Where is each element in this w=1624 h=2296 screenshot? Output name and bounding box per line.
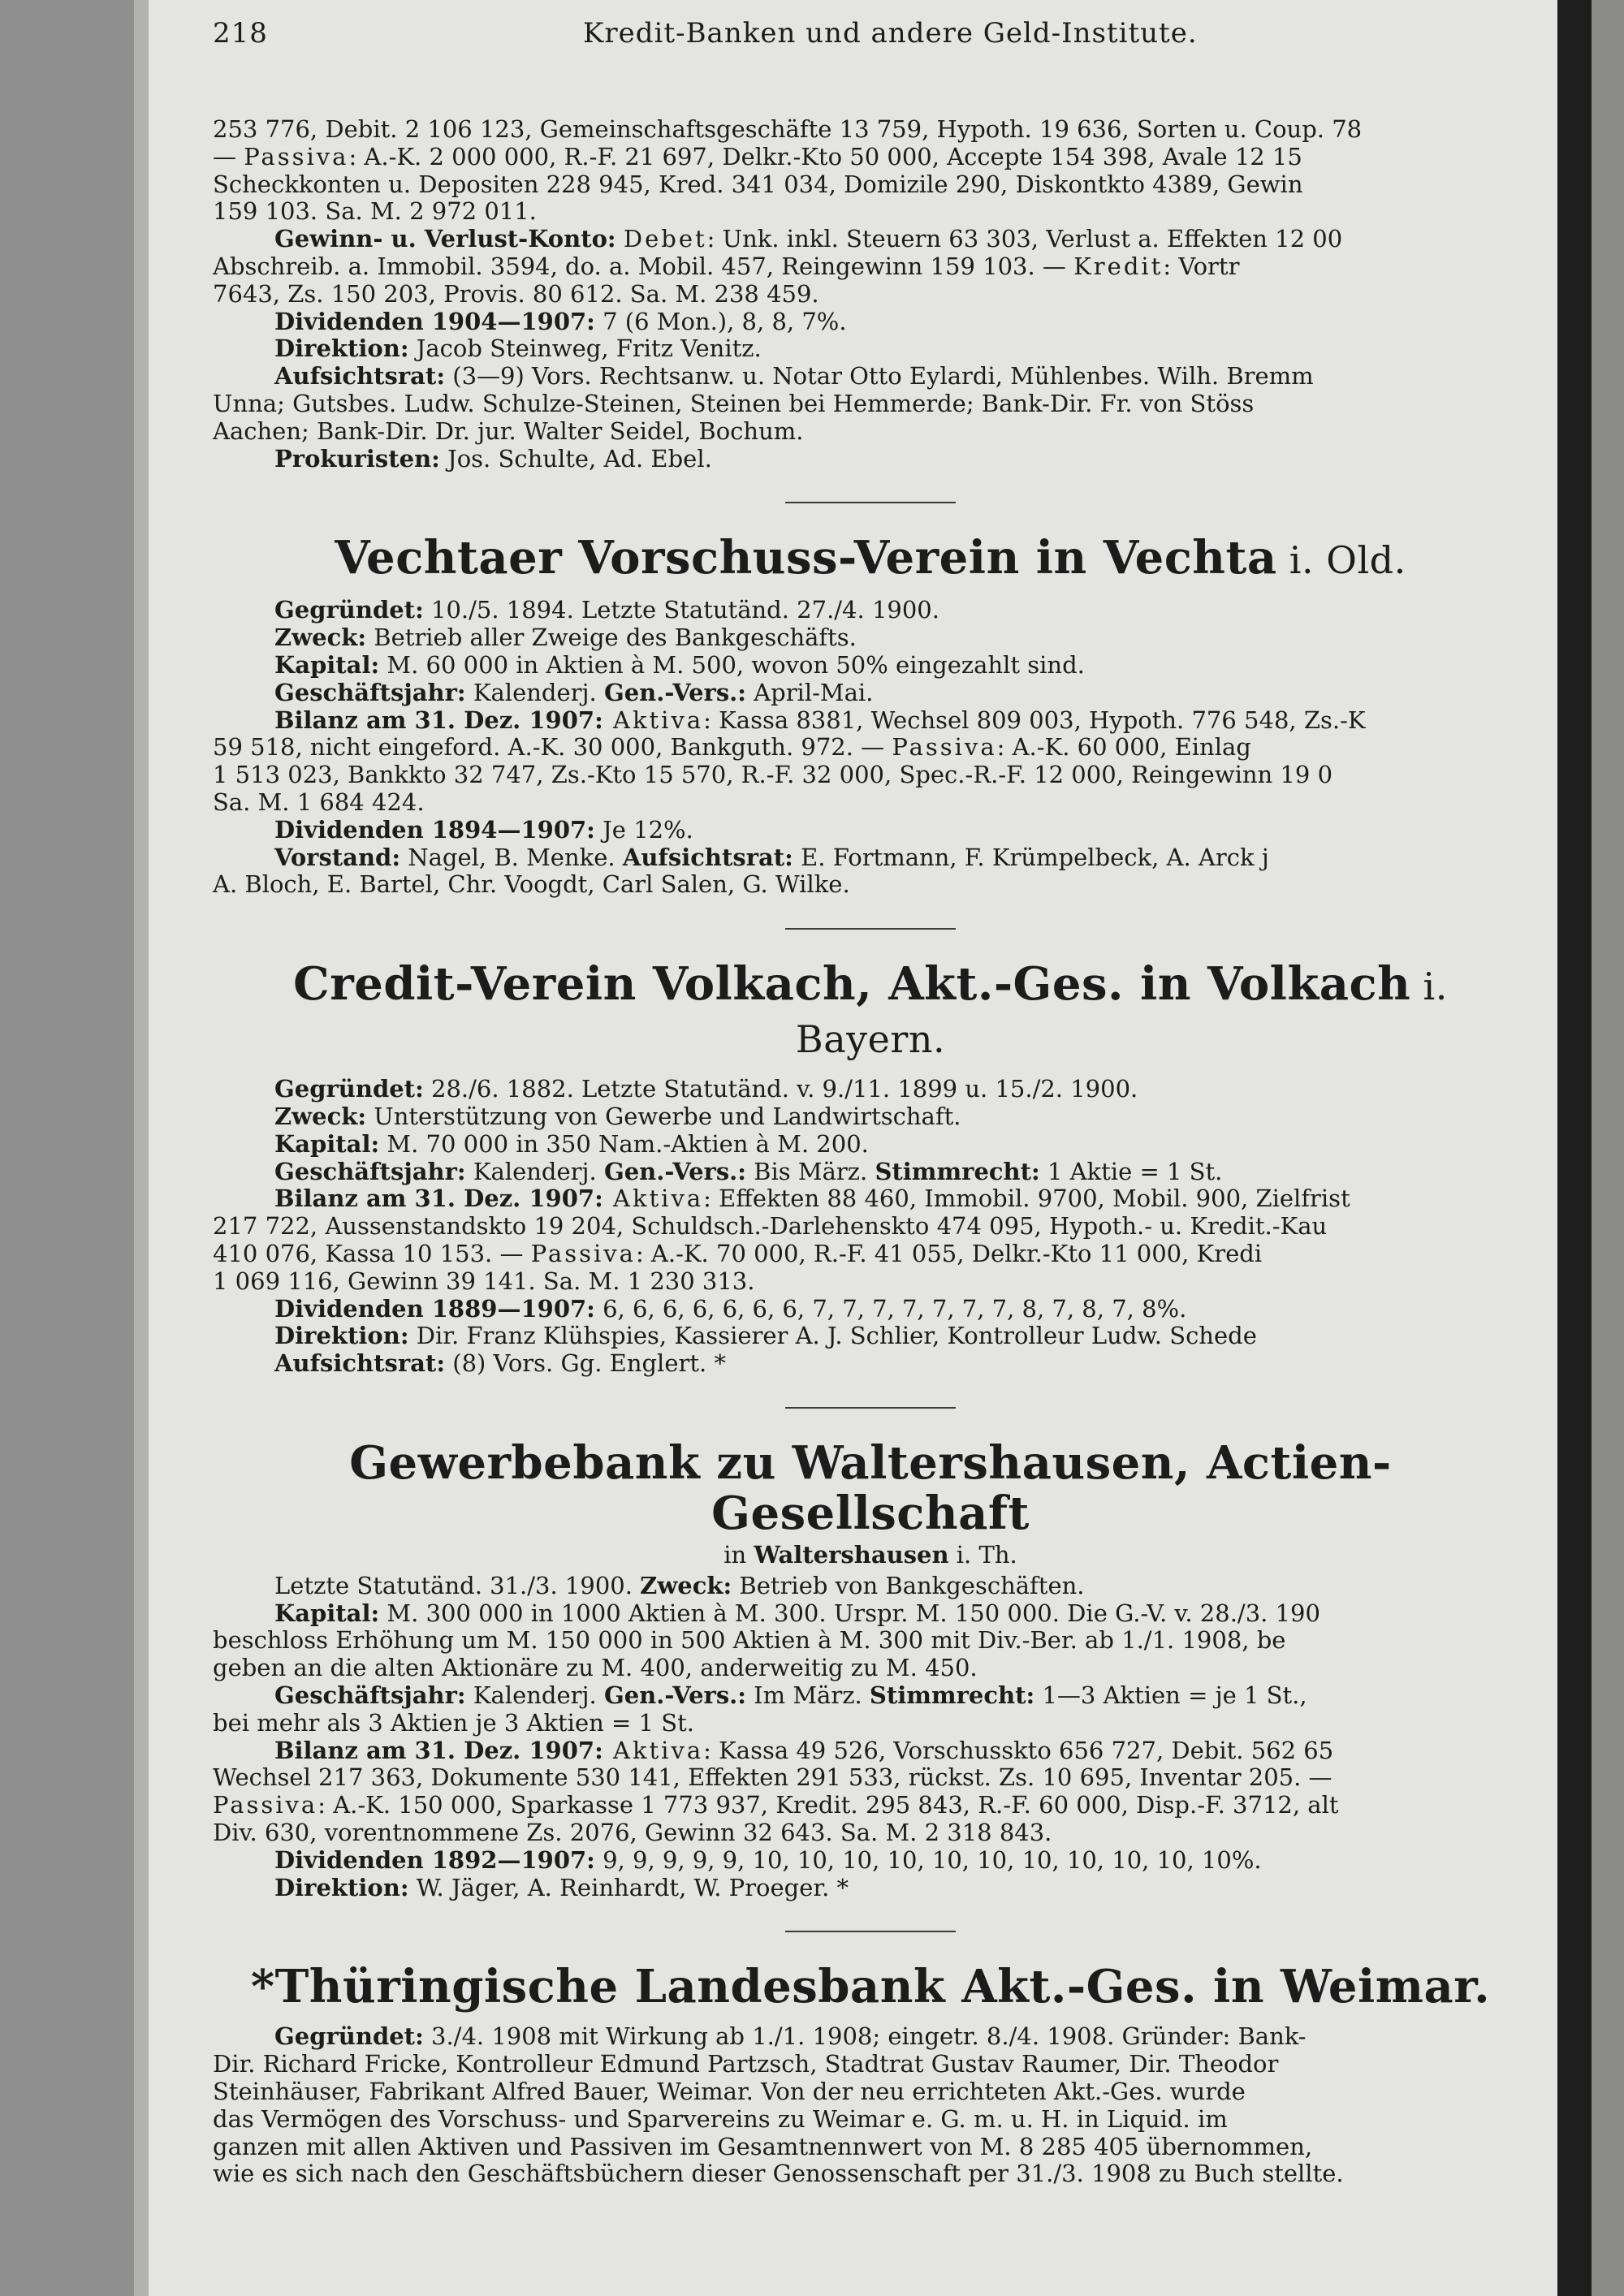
right-binding-bar bbox=[1557, 0, 1592, 2296]
text-line: geben an die alten Aktionäre zu M. 400, anderweitig zu M. 450. bbox=[213, 1654, 978, 1682]
text-line: das Vermögen des Vorschuss- und Sparvereins zu Weimar e. G. m. u. H. in Liquid. im bbox=[213, 2104, 1228, 2133]
entry-continuation bbox=[213, 116, 1528, 473]
text-line: Kapital: M. 300 000 in 1000 Aktien à M. 300. Urspr. M. 150 000. Die G.-V. v. 28./3. 190 bbox=[274, 1599, 1320, 1627]
section-separator bbox=[785, 502, 956, 503]
text-line: Zweck: Betrieb aller Zweige des Bankgeschäfts. bbox=[274, 624, 857, 652]
text-line: Geschäftsjahr: Kalenderj. Gen.-Vers.: April-Mai. bbox=[274, 678, 874, 706]
entry-waltershausen bbox=[213, 1435, 1528, 1902]
text-line: Prokuristen: Jos. Schulte, Ad. Ebel. bbox=[274, 444, 712, 473]
right-page-edge bbox=[1592, 0, 1624, 2296]
text-line: 410 076, Kassa 10 153. — Passiva: A.-K. 70 000, R.-F. 41 055, Delkr.-Kto 11 000, Kredi bbox=[213, 1239, 1263, 1267]
text-line: beschloss Erhöhung um M. 150 000 in 500 Aktien à M. 300 mit Div.-Ber. ab 1./1. 1908, be bbox=[213, 1626, 1286, 1655]
text-line: Aufsichtsrat: (8) Vors. Gg. Englert. * bbox=[274, 1349, 726, 1378]
text-line: Gewinn- u. Verlust-Konto: Debet: Unk. inkl. Steuern 63 303, Verlust a. Effekten 12 00 bbox=[274, 225, 1343, 253]
text-column bbox=[213, 17, 1528, 2188]
entry-title: Credit-Verein Volkach, Akt.-Ges. in Volkach i. Bayern. bbox=[293, 957, 1448, 1062]
text-line: Steinhäuser, Fabrikant Alfred Bauer, Weimar. Von der neu errichteten Akt.-Ges. wurde bbox=[213, 2078, 1246, 2106]
entry-title: Vechtaer Vorschuss-Verein in Vechta i. Old. bbox=[335, 531, 1406, 585]
text-line: Dividenden 1889—1907: 6, 6, 6, 6, 6, 6, 6, 7, 7, 7, 7, 7, 7, 7, 8, 7, 8, 7, 8%. bbox=[274, 1294, 1187, 1323]
text-line: Kapital: M. 70 000 in 350 Nam.-Aktien à M. 200. bbox=[274, 1129, 869, 1158]
text-line: Passiva: A.-K. 150 000, Sparkasse 1 773 937, Kredit. 295 843, R.-F. 60 000, Disp.-F. 3712, alt bbox=[213, 1791, 1339, 1819]
text-line: Bilanz am 31. Dez. 1907: Aktiva: Kassa 49 526, Vorschusskto 656 727, Debit. 562 65 bbox=[274, 1736, 1334, 1764]
text-line: 159 103. Sa. M. 2 972 011. bbox=[213, 197, 537, 226]
text-line: Geschäftsjahr: Kalenderj. Gen.-Vers.: Bis März. Stimmrecht: 1 Aktie = 1 St. bbox=[274, 1157, 1223, 1185]
text-line: Aufsichtsrat: (3—9) Vors. Rechtsanw. u. Notar Otto Eylardi, Mühlenbes. Wilh. Bremm bbox=[274, 362, 1314, 391]
text-line: Geschäftsjahr: Kalenderj. Gen.-Vers.: Im März. Stimmrecht: 1—3 Aktien = je 1 St., bbox=[274, 1681, 1307, 1710]
page-header bbox=[213, 17, 1528, 66]
text-line: Unna; Gutsbes. Ludw. Schulze-Steinen, Steinen bei Hemmerde; Bank-Dir. Fr. von Stöss bbox=[213, 389, 1255, 417]
section-separator bbox=[785, 928, 956, 930]
text-line: Gegründet: 3./4. 1908 mit Wirkung ab 1./1. 1908; eingetr. 8./4. 1908. Gründer: Bank- bbox=[274, 2022, 1307, 2051]
text-line: Sa. M. 1 684 424. bbox=[213, 788, 425, 816]
text-line: 253 776, Debit. 2 106 123, Gemeinschaftsgeschäfte 13 759, Hypoth. 19 636, Sorten u. Coup. 78 bbox=[213, 115, 1363, 143]
entry-weimar bbox=[213, 1962, 1528, 2188]
text-line: Vorstand: Nagel, B. Menke. Aufsichtsrat: E. Fortmann, F. Krümpelbeck, A. Arck j bbox=[274, 843, 1269, 871]
text-line: Gegründet: 10./5. 1894. Letzte Statutänd. 27./4. 1900. bbox=[274, 596, 939, 624]
entry-vechta bbox=[213, 533, 1528, 899]
text-line: Kapital: M. 60 000 in Aktien à M. 500, wovon 50% eingezahlt sind. bbox=[274, 650, 1085, 679]
entry-volkach bbox=[213, 959, 1528, 1378]
text-line: 59 518, nicht eingeford. A.-K. 30 000, Bankguth. 972. — Passiva: A.-K. 60 000, Einlag bbox=[213, 733, 1251, 762]
text-line: Direktion: W. Jäger, A. Reinhardt, W. Proeger. * bbox=[274, 1873, 849, 1901]
text-line: 1 513 023, Bankkto 32 747, Zs.-Kto 15 570, R.-F. 32 000, Spec.-R.-F. 12 000, Reingewinn 19 0 bbox=[213, 761, 1333, 789]
text-line: Aachen; Bank-Dir. Dr. jur. Walter Seidel, Bochum. bbox=[213, 416, 804, 445]
text-line: Dir. Richard Fricke, Kontrolleur Edmund Partzsch, Stadtrat Gustav Raumer, Dir. Theodor bbox=[213, 2050, 1279, 2078]
section-separator bbox=[785, 1407, 956, 1409]
text-line: ganzen mit allen Aktiven und Passiven im Gesamtnennwert von M. 8 285 405 übernommen, bbox=[213, 2132, 1313, 2160]
text-line: 1 069 116, Gewinn 39 141. Sa. M. 1 230 313. bbox=[213, 1267, 755, 1295]
section-separator bbox=[785, 1931, 956, 1932]
text-line: Bilanz am 31. Dez. 1907: Aktiva: Effekten 88 460, Immobil. 9700, Mobil. 900, Zielfrist bbox=[274, 1185, 1350, 1213]
text-line: Dividenden 1904—1907: 7 (6 Mon.), 8, 8, 7%. bbox=[274, 307, 847, 335]
running-title: Kredit-Banken und andere Geld-Institute. bbox=[583, 17, 1198, 50]
text-line: Div. 630, vorentnommene Zs. 2076, Gewinn 32 643. Sa. M. 2 318 843. bbox=[213, 1819, 1052, 1847]
text-line: wie es sich nach den Geschäftsbüchern dieser Genossenschaft per 31./3. 1908 zu Buch stellte. bbox=[213, 2160, 1344, 2188]
text-line: bei mehr als 3 Aktien je 3 Aktien = 1 St. bbox=[213, 1708, 694, 1737]
page-number: 218 bbox=[213, 17, 268, 50]
text-line: A. Bloch, E. Bartel, Chr. Voogdt, Carl Salen, G. Wilke. bbox=[213, 870, 850, 899]
left-binding-shadow bbox=[0, 0, 134, 2296]
text-line: — Passiva: A.-K. 2 000 000, R.-F. 21 697, Delkr.-Kto 50 000, Accepte 154 398, Avale 12 15 bbox=[213, 142, 1302, 170]
text-line: Bilanz am 31. Dez. 1907: Aktiva: Kassa 8381, Wechsel 809 003, Hypoth. 776 548, Zs.-K bbox=[274, 706, 1366, 734]
entry-subtitle: in Waltershausen i. Th. bbox=[723, 1540, 1017, 1569]
text-line: Direktion: Dir. Franz Klühspies, Kassierer A. J. Schlier, Kontrolleur Ludw. Schede bbox=[274, 1322, 1257, 1350]
text-line: Direktion: Jacob Steinweg, Fritz Venitz. bbox=[274, 334, 762, 363]
text-line: Wechsel 217 363, Dokumente 530 141, Effekten 291 533, rückst. Zs. 10 695, Inventar 205. — bbox=[213, 1763, 1332, 1792]
text-line: 7643, Zs. 150 203, Provis. 80 612. Sa. M. 238 459. bbox=[213, 279, 819, 308]
text-line: Abschreib. a. Immobil. 3594, do. a. Mobil. 457, Reingewinn 159 103. — Kredit: Vortr bbox=[213, 252, 1240, 280]
text-line: Zweck: Unterstützung von Gewerbe und Landwirtschaft. bbox=[274, 1102, 961, 1130]
text-line: Letzte Statutänd. 31./3. 1900. Zweck: Betrieb von Bankgeschäften. bbox=[274, 1571, 1085, 1599]
text-line: 217 722, Aussenstandskto 19 204, Schuldsch.-Darlehenskto 474 095, Hypoth.- u. Kredit.-Kau bbox=[213, 1212, 1328, 1241]
entry-title: Gewerbebank zu Waltershausen, Actien-Gesellschaft bbox=[349, 1435, 1392, 1540]
text-line: Dividenden 1894—1907: Je 12%. bbox=[274, 815, 693, 844]
text-line: Gegründet: 28./6. 1882. Letzte Statutänd. v. 9./11. 1899 u. 15./2. 1900. bbox=[274, 1075, 1138, 1103]
left-page-edge bbox=[134, 0, 149, 2296]
entry-title: *Thüringische Landesbank Akt.-Ges. in Weimar. bbox=[250, 1960, 1491, 2014]
text-line: Dividenden 1892—1907: 9, 9, 9, 9, 9, 10, 10, 10, 10, 10, 10, 10, 10, 10, 10, 10%. bbox=[274, 1845, 1262, 1874]
text-line: Scheckkonten u. Depositen 228 945, Kred. 341 034, Domizile 290, Diskontkto 4389, Gewin bbox=[213, 170, 1303, 198]
